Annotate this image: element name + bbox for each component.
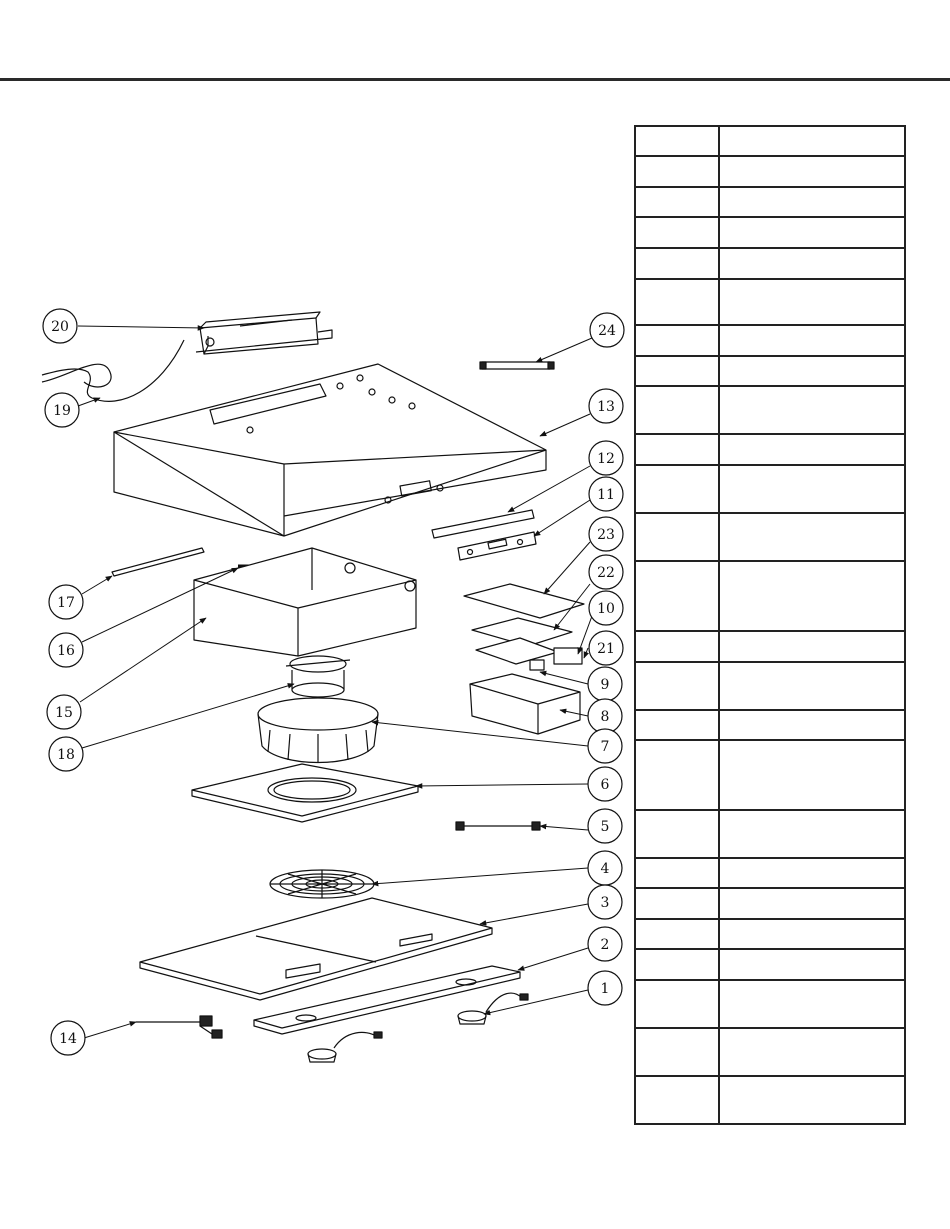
svg-text:23: 23 bbox=[597, 527, 615, 543]
table-row bbox=[635, 187, 905, 217]
svg-text:20: 20 bbox=[51, 319, 69, 335]
svg-text:21: 21 bbox=[597, 641, 615, 657]
control-panel-part bbox=[458, 532, 536, 560]
table-cell bbox=[635, 434, 719, 465]
table-row bbox=[635, 810, 905, 858]
callout-14 bbox=[51, 1021, 85, 1055]
wiring-connector-part bbox=[136, 1016, 222, 1038]
svg-text:16: 16 bbox=[57, 643, 75, 659]
table-row bbox=[635, 631, 905, 662]
circuit-cover-part bbox=[464, 584, 584, 618]
table-cell bbox=[635, 356, 719, 386]
table-row bbox=[635, 980, 905, 1028]
table-cell bbox=[719, 513, 905, 561]
table-cell bbox=[719, 279, 905, 325]
callout-17 bbox=[49, 585, 83, 619]
parts-list-table bbox=[634, 125, 906, 1125]
table-row bbox=[635, 662, 905, 710]
callout-1 bbox=[588, 971, 622, 1005]
power-cord-part bbox=[42, 340, 184, 401]
table-cell bbox=[635, 631, 719, 662]
callout-8 bbox=[588, 699, 622, 733]
table-cell bbox=[635, 279, 719, 325]
callout-24 bbox=[590, 313, 624, 347]
callout-20 bbox=[43, 309, 77, 343]
table-cell bbox=[719, 248, 905, 279]
svg-text:5: 5 bbox=[600, 819, 610, 835]
callout-11 bbox=[589, 477, 623, 511]
table-cell bbox=[719, 980, 905, 1028]
table-row bbox=[635, 949, 905, 980]
callout-19 bbox=[45, 393, 79, 427]
table-row bbox=[635, 740, 905, 810]
table-cell bbox=[635, 513, 719, 561]
table-cell bbox=[635, 126, 719, 156]
table-cell bbox=[635, 858, 719, 888]
svg-text:3: 3 bbox=[600, 895, 610, 911]
table-cell bbox=[719, 919, 905, 949]
trim-strip-part bbox=[112, 548, 204, 576]
table-cell bbox=[719, 126, 905, 156]
callout-21 bbox=[589, 631, 623, 665]
callout-3 bbox=[588, 885, 622, 919]
pcb-part bbox=[476, 638, 558, 664]
table-cell bbox=[635, 156, 719, 187]
fan-guard-part bbox=[270, 870, 374, 898]
callout-18 bbox=[49, 737, 83, 771]
table-row bbox=[635, 513, 905, 561]
table-cell bbox=[719, 156, 905, 187]
svg-text:15: 15 bbox=[55, 705, 73, 721]
callout-6 bbox=[588, 767, 622, 801]
mounting-plate-part bbox=[192, 764, 418, 822]
connector-cable-part bbox=[480, 362, 554, 369]
table-row bbox=[635, 156, 905, 187]
table-cell bbox=[719, 356, 905, 386]
table-cell bbox=[719, 858, 905, 888]
svg-text:22: 22 bbox=[597, 565, 615, 581]
relay-part bbox=[554, 648, 582, 664]
svg-text:17: 17 bbox=[57, 595, 75, 611]
table-cell bbox=[635, 561, 719, 631]
table-cell bbox=[719, 386, 905, 434]
svg-text:4: 4 bbox=[600, 861, 610, 877]
table-row bbox=[635, 434, 905, 465]
callout-9 bbox=[588, 667, 622, 701]
svg-text:24: 24 bbox=[598, 323, 616, 339]
table-cell bbox=[719, 465, 905, 513]
table-row bbox=[635, 710, 905, 740]
table-cell bbox=[719, 949, 905, 980]
table-cell bbox=[635, 710, 719, 740]
table-cell bbox=[635, 1076, 719, 1124]
callout-16 bbox=[49, 633, 83, 667]
table-row bbox=[635, 126, 905, 156]
callout-23 bbox=[589, 517, 623, 551]
callout-10 bbox=[589, 591, 623, 625]
motor-part bbox=[286, 656, 350, 697]
svg-text:10: 10 bbox=[597, 601, 615, 617]
svg-text:11: 11 bbox=[597, 487, 615, 503]
table-row bbox=[635, 919, 905, 949]
table-cell bbox=[719, 631, 905, 662]
table-cell bbox=[719, 561, 905, 631]
callout-12 bbox=[589, 441, 623, 475]
svg-text:7: 7 bbox=[600, 739, 610, 755]
svg-text:6: 6 bbox=[600, 777, 610, 793]
table-cell bbox=[635, 919, 719, 949]
blower-wheel-part bbox=[258, 698, 378, 763]
table-cell bbox=[635, 217, 719, 248]
table-cell bbox=[635, 888, 719, 919]
table-cell bbox=[635, 386, 719, 434]
table-row bbox=[635, 279, 905, 325]
bracket-part bbox=[432, 510, 534, 538]
table-cell bbox=[719, 1076, 905, 1124]
table-row bbox=[635, 858, 905, 888]
table-row bbox=[635, 1028, 905, 1076]
table-cell bbox=[719, 217, 905, 248]
table-cell bbox=[719, 740, 905, 810]
table-cell bbox=[635, 465, 719, 513]
table-cell bbox=[719, 434, 905, 465]
callout-2 bbox=[588, 927, 622, 961]
table-cell bbox=[719, 710, 905, 740]
svg-text:2: 2 bbox=[600, 937, 610, 953]
table-row bbox=[635, 356, 905, 386]
svg-text:12: 12 bbox=[597, 451, 615, 467]
wire-harness-part bbox=[456, 822, 540, 830]
callout-5 bbox=[588, 809, 622, 843]
svg-text:19: 19 bbox=[53, 403, 71, 419]
table-cell bbox=[635, 740, 719, 810]
table-cell bbox=[635, 810, 719, 858]
table-row bbox=[635, 1076, 905, 1124]
electrical-box-part bbox=[470, 674, 580, 734]
junction-box-part bbox=[196, 312, 332, 354]
callout-13 bbox=[589, 389, 623, 423]
svg-text:14: 14 bbox=[59, 1031, 77, 1047]
table-cell bbox=[719, 1028, 905, 1076]
table-row bbox=[635, 386, 905, 434]
svg-text:9: 9 bbox=[600, 677, 610, 693]
table-cell bbox=[635, 325, 719, 356]
hood-body-part bbox=[114, 364, 546, 536]
table-cell bbox=[635, 980, 719, 1028]
callout-4 bbox=[588, 851, 622, 885]
table-row bbox=[635, 217, 905, 248]
svg-text:1: 1 bbox=[600, 981, 610, 997]
table-row bbox=[635, 465, 905, 513]
table-cell bbox=[719, 888, 905, 919]
table-cell bbox=[719, 810, 905, 858]
table-cell bbox=[635, 949, 719, 980]
table-row bbox=[635, 561, 905, 631]
table-cell bbox=[719, 325, 905, 356]
table-row bbox=[635, 888, 905, 919]
callout-7 bbox=[588, 729, 622, 763]
svg-text:13: 13 bbox=[597, 399, 615, 415]
table-cell bbox=[719, 187, 905, 217]
table-cell bbox=[635, 248, 719, 279]
table-cell bbox=[719, 662, 905, 710]
table-row bbox=[635, 325, 905, 356]
svg-text:8: 8 bbox=[600, 709, 610, 725]
table-row bbox=[635, 248, 905, 279]
callout-15 bbox=[47, 695, 81, 729]
table-cell bbox=[635, 1028, 719, 1076]
switch-part bbox=[530, 660, 544, 670]
callout-22 bbox=[589, 555, 623, 589]
blower-housing-part bbox=[194, 548, 416, 656]
table-cell bbox=[635, 662, 719, 710]
svg-text:18: 18 bbox=[57, 747, 75, 763]
table-cell bbox=[635, 187, 719, 217]
